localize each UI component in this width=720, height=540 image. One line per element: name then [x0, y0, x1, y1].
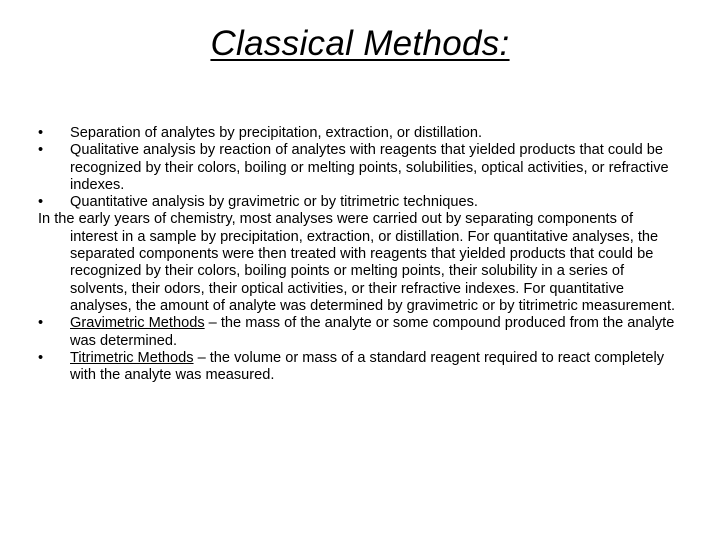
bullet-text: Separation of analytes by precipitation, extraction, or distillation. — [70, 125, 483, 141]
bullet-item — [38, 125, 680, 142]
method-description: – the mass of the analyte or some compound produced from the analyte was determined. — [70, 315, 675, 349]
bullet-item — [38, 350, 680, 385]
method-description: – the volume or mass of a standard reagent required to react completely with the analyte was measured. — [70, 349, 665, 384]
bullet-text: Qualitative analysis by reaction of analytes with reagents that yielded products that could be recognized by their colors, boiling or melting points, solubilities, optical activities, or refractive indexes. — [70, 142, 669, 193]
slide-title: Classical Methods: — [210, 24, 510, 63]
method-term: Gravimetric Methods — [70, 315, 205, 332]
bullet-dot-icon: • — [38, 125, 44, 141]
bullet-item — [38, 194, 680, 211]
bullet-text: Quantitative analysis by gravimetric or by titrimetric techniques. — [70, 194, 478, 211]
bullet-dot-icon: • — [38, 315, 44, 332]
bullet-dot-icon: • — [38, 349, 44, 366]
slide-content — [38, 125, 680, 384]
bullet-dot-icon: • — [38, 194, 44, 211]
method-term: Titrimetric Methods — [70, 349, 194, 366]
bullet-dot-icon: • — [38, 142, 44, 159]
bullet-item — [38, 315, 680, 350]
body-paragraph: In the early years of chemistry, most analyses were carried out by separating components of interest in a sample by precipitation, extraction, or distillation. For quantitative analyses, the separated components were then treated with reagents that yielded products that could be recognized by their colors, boiling points or melting points, their solubility in a series of solvents, their odors, their optical activities, or their refractive indexes. For quantitative analyses, the amount of analyte was determined by gravimetric or by titrimetric measurement. — [38, 211, 676, 314]
bullet-item — [38, 142, 680, 194]
